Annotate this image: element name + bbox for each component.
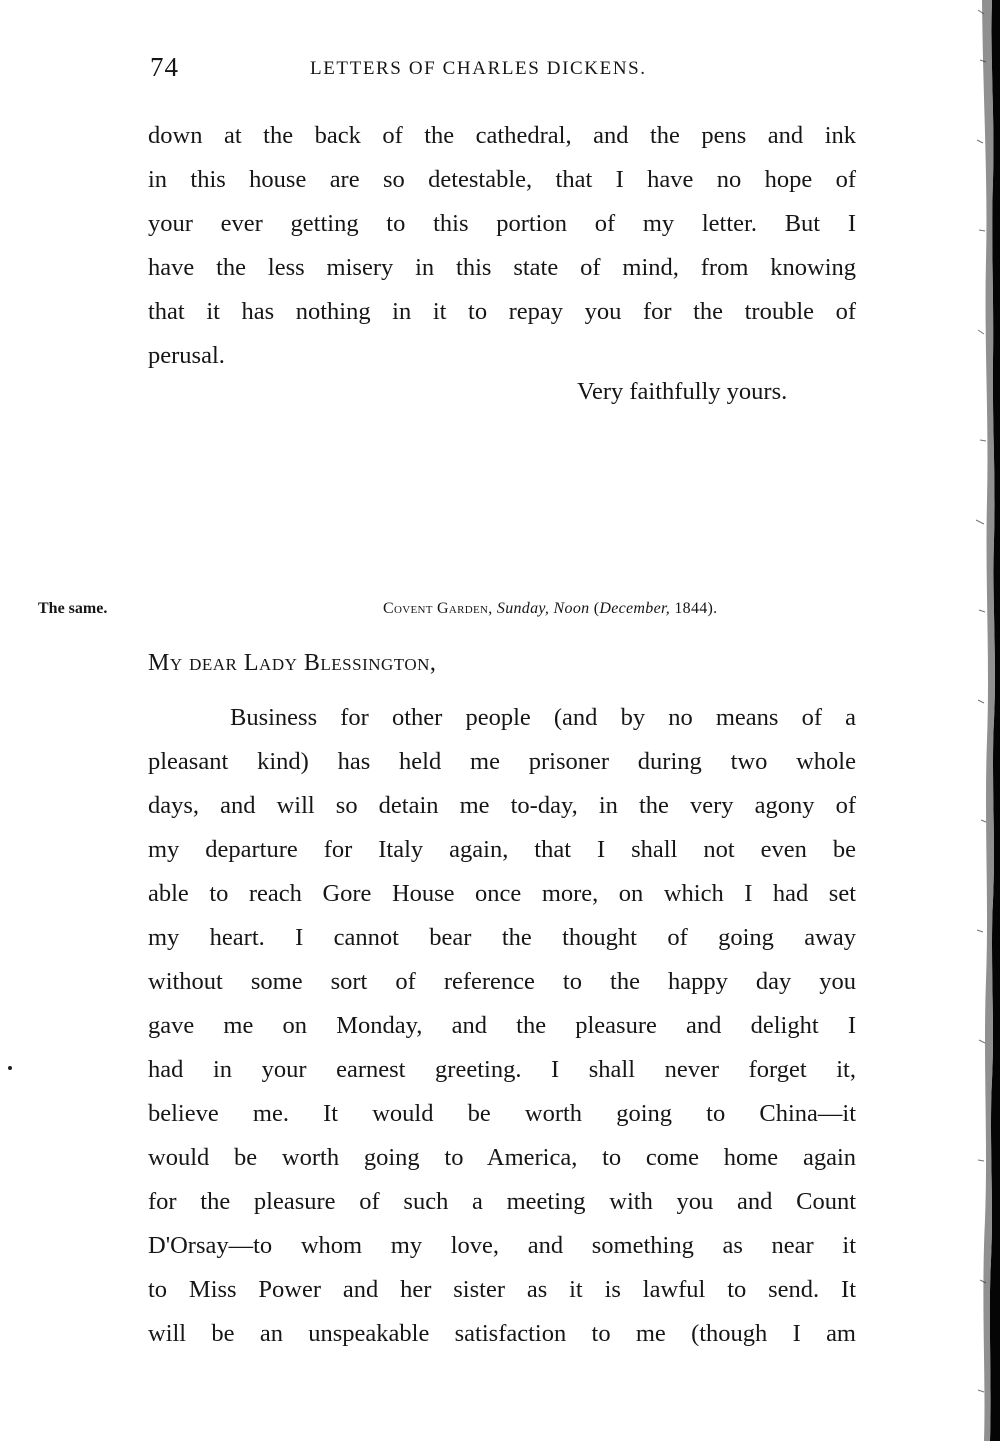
margin-note: The same. [38,600,108,617]
text-line: your ever getting to this portion of my letter. But I [148,210,856,237]
dateline-year: 1844). [674,600,718,617]
text-line: for the pleasure of such a meeting with you and Count [148,1188,856,1215]
text-line: will be an unspeakable satisfaction to me (though I am [148,1320,856,1347]
text-line: that it has nothing in it to repay you for the trouble of [148,298,856,325]
text-line: gave me on Monday, and the pleasure and delight I [148,1012,856,1039]
text-line: my departure for Italy again, that I shall not even be [148,836,856,863]
letter-dateline [383,600,718,618]
text-line: in this house are so detestable, that I have no hope of [148,166,856,193]
text-line: to Miss Power and her sister as it is lawful to send. It [148,1276,856,1303]
text-line: down at the back of the cathedral, and the pens and ink [148,122,856,149]
dateline-place: Covent Garden, [383,600,493,617]
text-line: Business for other people (and by no means of a [230,704,856,731]
page-number: 74 [150,52,179,82]
text-line: able to reach Gore House once more, on which I had set [148,880,856,907]
text-line: believe me. It would be worth going to China—it [148,1100,856,1127]
text-line: had in your earnest greeting. I shall never forget it, [148,1056,856,1083]
running-title: LETTERS OF CHARLES DICKENS. [310,58,647,79]
text-line: days, and will so detain me to-day, in the very agony of [148,792,856,819]
text-line: my heart. I cannot bear the thought of going away [148,924,856,951]
scan-speck [8,1066,12,1070]
letter-two-body [148,696,856,1356]
letter-closing: Very faithfully yours. [577,378,788,405]
dateline-time: Noon [553,600,590,617]
text-line: would be worth going to America, to come home again [148,1144,856,1171]
letter-one-body [148,114,856,378]
letter-salutation: My dear Lady Blessington, [148,650,437,676]
dateline-month: December, [599,600,671,617]
dateline-day: Sunday, [496,600,550,617]
dateline-paren: ( [593,600,600,617]
binding-shadow [948,0,1000,1441]
text-line: pleasant kind) has held me prisoner during two whole [148,748,856,775]
text-line: perusal. [148,342,225,369]
text-line: without some sort of reference to the happy day you [148,968,856,995]
text-line: have the less misery in this state of mind, from knowing [148,254,856,281]
running-head [150,52,850,86]
text-line: D'Orsay—to whom my love, and something as near it [148,1232,856,1259]
